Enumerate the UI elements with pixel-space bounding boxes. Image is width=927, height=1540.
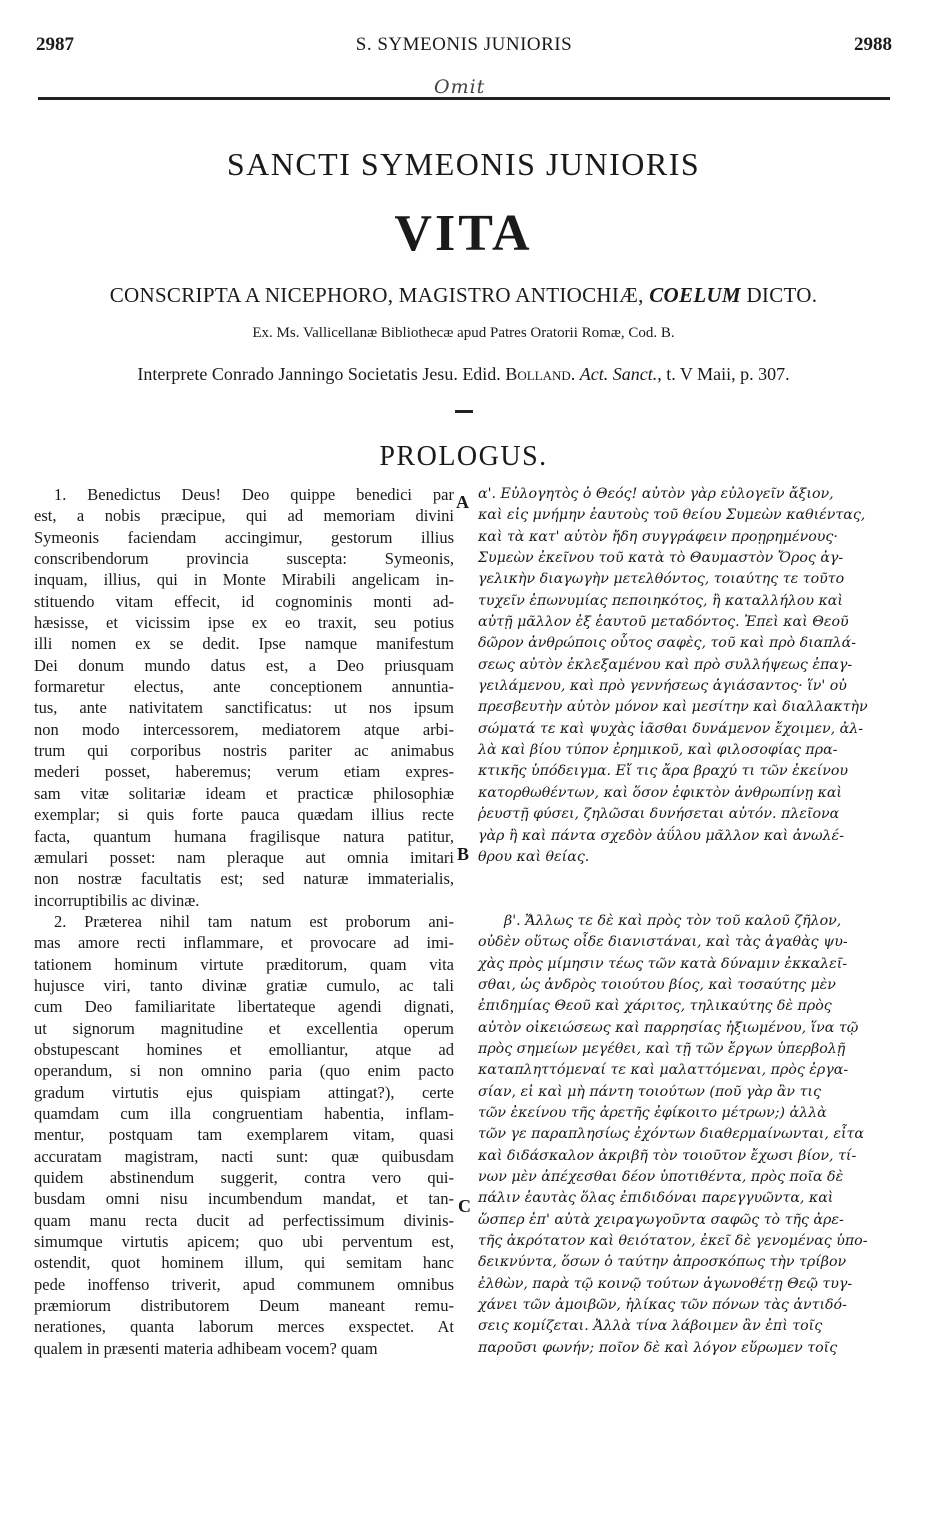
greek-text-line: αὐτὸν οἰκειώσεως καὶ παρρησίας ἠξιωμένου, ἵνα τῷ: [478, 1019, 859, 1036]
margin-letter-b: B: [457, 844, 470, 864]
latin-text-line: mentur, postquam tam exemplarem vitam, quasi: [34, 1125, 454, 1145]
greek-text-line: χάνει τῶν ἀμοιβῶν, ἡλίκας τῶν πόνων τὰς ἀντιδό-: [478, 1297, 847, 1314]
latin-text-line: non modo intercessorem, mediatorem atque arbi-: [34, 719, 454, 739]
latin-text-line: obstupescant homines et emolliantur, atque ad: [34, 1039, 454, 1059]
greek-text-line: σίαν, εἰ καὶ μὴ πάντη τοιούτων (ποῦ γὰρ ἂν τις: [478, 1083, 821, 1100]
greek-text-line: κτικῆς ὑπόδειγμα. Εἴ τις ἄρα βραχύ τι τῶν ἐκείνου: [478, 763, 849, 780]
latin-text-line: æmulari posset: nam pleraque aut omnia imitari: [34, 847, 454, 867]
greek-text-line: γειλάμενου, καὶ πρὸ γεννήσεως ἁγιάσαντος· ἵν' οὐ: [478, 678, 847, 695]
latin-text-line: quam manu recta ducit ad perfectissimum divinis-: [34, 1210, 454, 1230]
main-title: SANCTI SYMEONIS JUNIORIS: [226, 146, 701, 182]
latin-text-line: cum Deo familiaritate libertateque agendi dignati,: [34, 997, 454, 1017]
handwritten-annotation: Omit: [434, 76, 486, 98]
paragraph-gap: [478, 868, 892, 889]
latin-text-line: quidem abstinendum suggerit, contra vero qui-: [34, 1168, 454, 1187]
interp-acta: Act. Sanct.: [579, 364, 658, 384]
greek-text-line: πρὸς σημείων μεγέθει, καὶ τῇ τῶν ἔργων ὑπερβολῇ: [478, 1040, 846, 1057]
latin-text-line: 1. Benedictus Deus! Deo quippe benedici par: [54, 485, 454, 504]
latin-text-line: conscribendorum provincia suscepta: Symeonis,: [34, 549, 454, 569]
latin-text-line: gradum virtutis ejus quispiam attingat?), certe: [34, 1082, 454, 1102]
title-dash: [455, 410, 473, 413]
latin-text-line: pede inoffenso triverit, apud communem omnibus: [34, 1274, 454, 1294]
latin-text-line: qualem in præsenti materia adhibeam vocem? quam: [34, 1338, 378, 1358]
greek-text-line: τῆς ἀκρότατον καὶ θειότατον, ἐκεῖ δὲ γενομένας ὑπο-: [478, 1233, 868, 1250]
latin-text-line: Dei donum mundo datus est, a Deo priusquam: [34, 655, 454, 675]
margin-letter-c: C: [458, 1196, 471, 1216]
latin-text-line: ostendit, quot hominem illum, qui semitam hanc: [34, 1253, 454, 1273]
latin-text-line: non nostræ facultatis est; sed naturæ immaterialis,: [34, 869, 454, 889]
latin-text-line: illi nomen ex se dedit. Ipse namque manifestum: [34, 634, 454, 654]
greek-text-line: χὰς πρὸς μίμησιν τέως τῶν κατὰ δύναμιν ἐκκαλεῖ-: [478, 955, 848, 972]
interpreter-line: [0, 364, 927, 385]
page-number-right: 2988: [854, 34, 892, 55]
greek-text-line: ῥευστῇ φύσει, ζηλῶσαι δυνήσεται αὐτόν. πλεῖονα: [478, 806, 840, 823]
latin-text-line: hujusce viri, tanto divinæ gratiæ cumulo, ac tali: [34, 975, 454, 995]
source-line: Ex. Ms. Vallicellanæ Bibliothecæ apud Patres Oratorii Romæ, Cod. B.: [252, 325, 675, 341]
paragraph-gap: [478, 890, 892, 911]
greek-text-line: τυχεῖν ἐπωνυμίας πεποιηκότος, ἢ καταλλήλου καὶ: [478, 592, 843, 609]
latin-text-line: ut signorum magnitudine et excellentia operum: [34, 1018, 454, 1038]
greek-text-line: γελικὴν διαγωγὴν μετελθόντος, τοιαύτης τε τοῦτο: [478, 571, 845, 588]
latin-text-line: trum qui corporibus nostris pariter ac animabus: [34, 741, 454, 761]
latin-text-line: exemplar; si quis forte pauca quædam illius recte: [34, 805, 454, 825]
greek-text-line: σθαι, ὡς ἀνδρὸς τοιούτου βίος, καὶ τοσαύτης μὲν: [478, 976, 836, 993]
greek-text-line: τῶν γε παραπλησίως ἐχόντων διαθερμαίνωνται, εἶτα: [478, 1126, 864, 1143]
greek-text-line: καὶ τὰ κατ' αὐτὸν ἤδη συγγράφειν προῃρημένους·: [478, 528, 838, 545]
subtitle: [0, 283, 927, 308]
latin-text-line: stituendo vitam effecit, id cognominis monti ad-: [34, 591, 454, 611]
latin-text-line: hæsisse, et vicissim ipse ex eo traxit, seu potius: [34, 613, 454, 633]
latin-column: [34, 484, 454, 1359]
greek-text-line: θρου καὶ θείας.: [478, 848, 590, 865]
greek-text-line: οὐδὲν οὕτως οἶδε διανιστάναι, καὶ τὰς ἀγαθὰς ψυ-: [478, 934, 848, 951]
greek-text-line: καὶ διδάσκαλον ἀκριβῆ τὸν τοιοῦτον ἔχωσι βίον, τί-: [478, 1147, 857, 1164]
header-rule: [38, 97, 890, 100]
greek-text-line: γὰρ ἢ καὶ πάντα σχεδὸν ἀΰλου μᾶλλον καὶ ἀνωλέ-: [478, 827, 844, 844]
greek-text-line: αὐτῇ μᾶλλον ἐξ ἑαυτοῦ μεταδόντος. Ἐπεὶ καὶ Θεοῦ: [478, 614, 849, 631]
interp-bolland: Bolland.: [505, 364, 576, 384]
latin-text-line: sam vitæ solitariæ ideam et practicæ philosophiæ: [34, 783, 454, 803]
latin-text-line: tationem hominum virtute præditorum, quam vita: [34, 954, 454, 974]
latin-text-line: formaretur electus, ante conceptionem annuntia-: [34, 677, 454, 697]
latin-text-line: 2. Præterea nihil tam natum est proborum ani-: [54, 911, 454, 931]
latin-text-line: busdam omni nisu incumbendum mandat, et tan-: [34, 1189, 454, 1209]
latin-text-line: simumque virtutis apicem; quo ubi perventum est,: [34, 1232, 454, 1252]
latin-text-line: facta, quantum humana fragilisque natura patitur,: [34, 826, 454, 846]
greek-text-line: Συμεὼν ἐκεῖνου τοῦ κατὰ τὸ Θαυμαστὸν Ὄρος ἀγ-: [478, 550, 844, 567]
latin-text-line: mederi posset, haberemus; verum etiam expres-: [34, 762, 454, 782]
latin-text-line: inquam, illius, qui in Monte Mirabili angelicam in-: [34, 570, 454, 590]
latin-text-line: quamdam cum illa congruentiam habentia, inflam-: [34, 1103, 454, 1123]
latin-text-line: accuratam magistram, nacti sunt: quæ quibusdam: [34, 1146, 454, 1166]
greek-text-line: ἐπιδημίας Θεοῦ καὶ χάριτος, τηλικαύτης δὲ πρὸς: [478, 998, 832, 1015]
greek-text-line: β'. Ἄλλως τε δὲ καὶ πρὸς τὸν τοῦ καλοῦ ζῆλον,: [504, 912, 842, 929]
greek-column: [478, 484, 892, 1359]
latin-text-line: operandum, si non omnino paria (quo enim pacto: [34, 1061, 454, 1081]
greek-text-line: κατορθωθέντων, καὶ ὅσον ἐφικτὸν ἀνθρωπίνῃ καὶ: [478, 784, 842, 801]
greek-text-line: σεως αὐτὸν ἐκλεξαμένου καὶ πρὸ συλλήψεως ἐπαγ-: [478, 656, 853, 673]
margin-letter-a: A: [456, 492, 469, 512]
latin-text-line: præmiorum distributorem Deum maneant remu-: [34, 1296, 454, 1316]
greek-text-line: σεις κομίζεται. Ἀλλὰ τίνα λάβοιμεν ἂν ἐπὶ τοῖς: [478, 1318, 823, 1335]
greek-text-line: ὥσπερ ἐπ' αὐτὰ χειραγωγοῦντα σαφῶς τὸ τῆς ἀρε-: [478, 1211, 844, 1228]
latin-text-line: nerationes, quanta laborum merces exspectet. At: [34, 1317, 454, 1337]
vita-title: VITA: [394, 205, 533, 262]
greek-text-line: καὶ εἰς μνήμην ἑαυτοὺς τοῦ θείου Συμεὼν καθιέντας,: [478, 507, 866, 524]
latin-text-line: Symeonis faciendam accingimur, gestorum illius: [34, 527, 454, 547]
greek-text-line: πάλιν ἑαυτὰς ὅλας ἐπιδιδόναι παρεγγυῶντα, καὶ: [478, 1190, 834, 1207]
interp-suffix: , t. V Maii, p. 307.: [657, 364, 790, 384]
latin-text-line: tus, ante nativitatem sanctificatus: ut nos ipsum: [34, 698, 454, 718]
page-number-left: 2987: [36, 34, 74, 55]
running-title: S. SYMEONIS JUNIORIS: [355, 34, 573, 55]
greek-text-line: δεικνύντα, ὅσων ὁ ταύτην ἀπροσκόπως τὴν τρίβον: [478, 1254, 847, 1271]
interp-prefix: Interprete Conrado Janningo Societatis Jesu. Edid.: [137, 364, 506, 384]
greek-text-line: νων μὲν ἀπέχεσθαι δέον ὑποτιθέντα, πρὸς ποῖα δὲ: [478, 1169, 844, 1185]
greek-text-line: ἐλθὼν, παρὰ τῷ κοινῷ τούτων ἀγωνοθέτῃ Θεῷ τυγ-: [478, 1275, 853, 1292]
greek-text-line: λὰ καὶ βίου τύπον ἐρημικοῦ, καὶ φιλοσοφίας πρα-: [478, 742, 838, 759]
subtitle-prefix: CONSCRIPTA A NICEPHORO, MAGISTRO ANTIOCHIÆ,: [109, 283, 650, 307]
greek-text-line: α'. Εὐλογητὸς ὁ Θεός! αὐτὸν γὰρ εὐλογεῖν ἄξιον,: [478, 486, 834, 502]
running-head: [36, 34, 892, 62]
greek-text-line: πρεσβευτὴν αὐτὸν μόνον καὶ μεσίτην καὶ διαλλακτὴν: [478, 699, 868, 716]
latin-text-line: est, a nobis præcipue, qui ad memoriam divini: [34, 506, 454, 526]
greek-text-line: παροῦσι φωνήν; ποῖον δὲ καὶ λόγον εὕρωμεν τοῖς: [478, 1339, 838, 1356]
subtitle-suffix: DICTO.: [740, 283, 818, 307]
greek-text-line: καταπληττόμεναί τε καὶ μαλαττόμεναι, πρὸς ἐργα-: [478, 1062, 849, 1079]
greek-text-line: δῶρον ἀνθρώποις οὗτος σαφὲς, τοῦ καὶ πρὸ διαπλά-: [478, 635, 857, 652]
latin-text-line: incorruptibilis ac divinæ.: [34, 890, 200, 910]
prologus-heading: PROLOGUS.: [379, 441, 548, 472]
greek-text-line: σώματά τε καὶ ψυχὰς ἰᾶσθαι δυνάμενον ἔχοιμεν, ἀλ-: [478, 720, 863, 737]
subtitle-italic: COELUM: [649, 283, 741, 307]
greek-text-line: τῶν ἐκείνου τῆς ἀρετῆς ἐφίκοιτο μέτρων;) ἀλλὰ: [478, 1104, 827, 1121]
latin-text-line: mas amore recti inflammare, et provocare ad imi-: [34, 933, 454, 953]
